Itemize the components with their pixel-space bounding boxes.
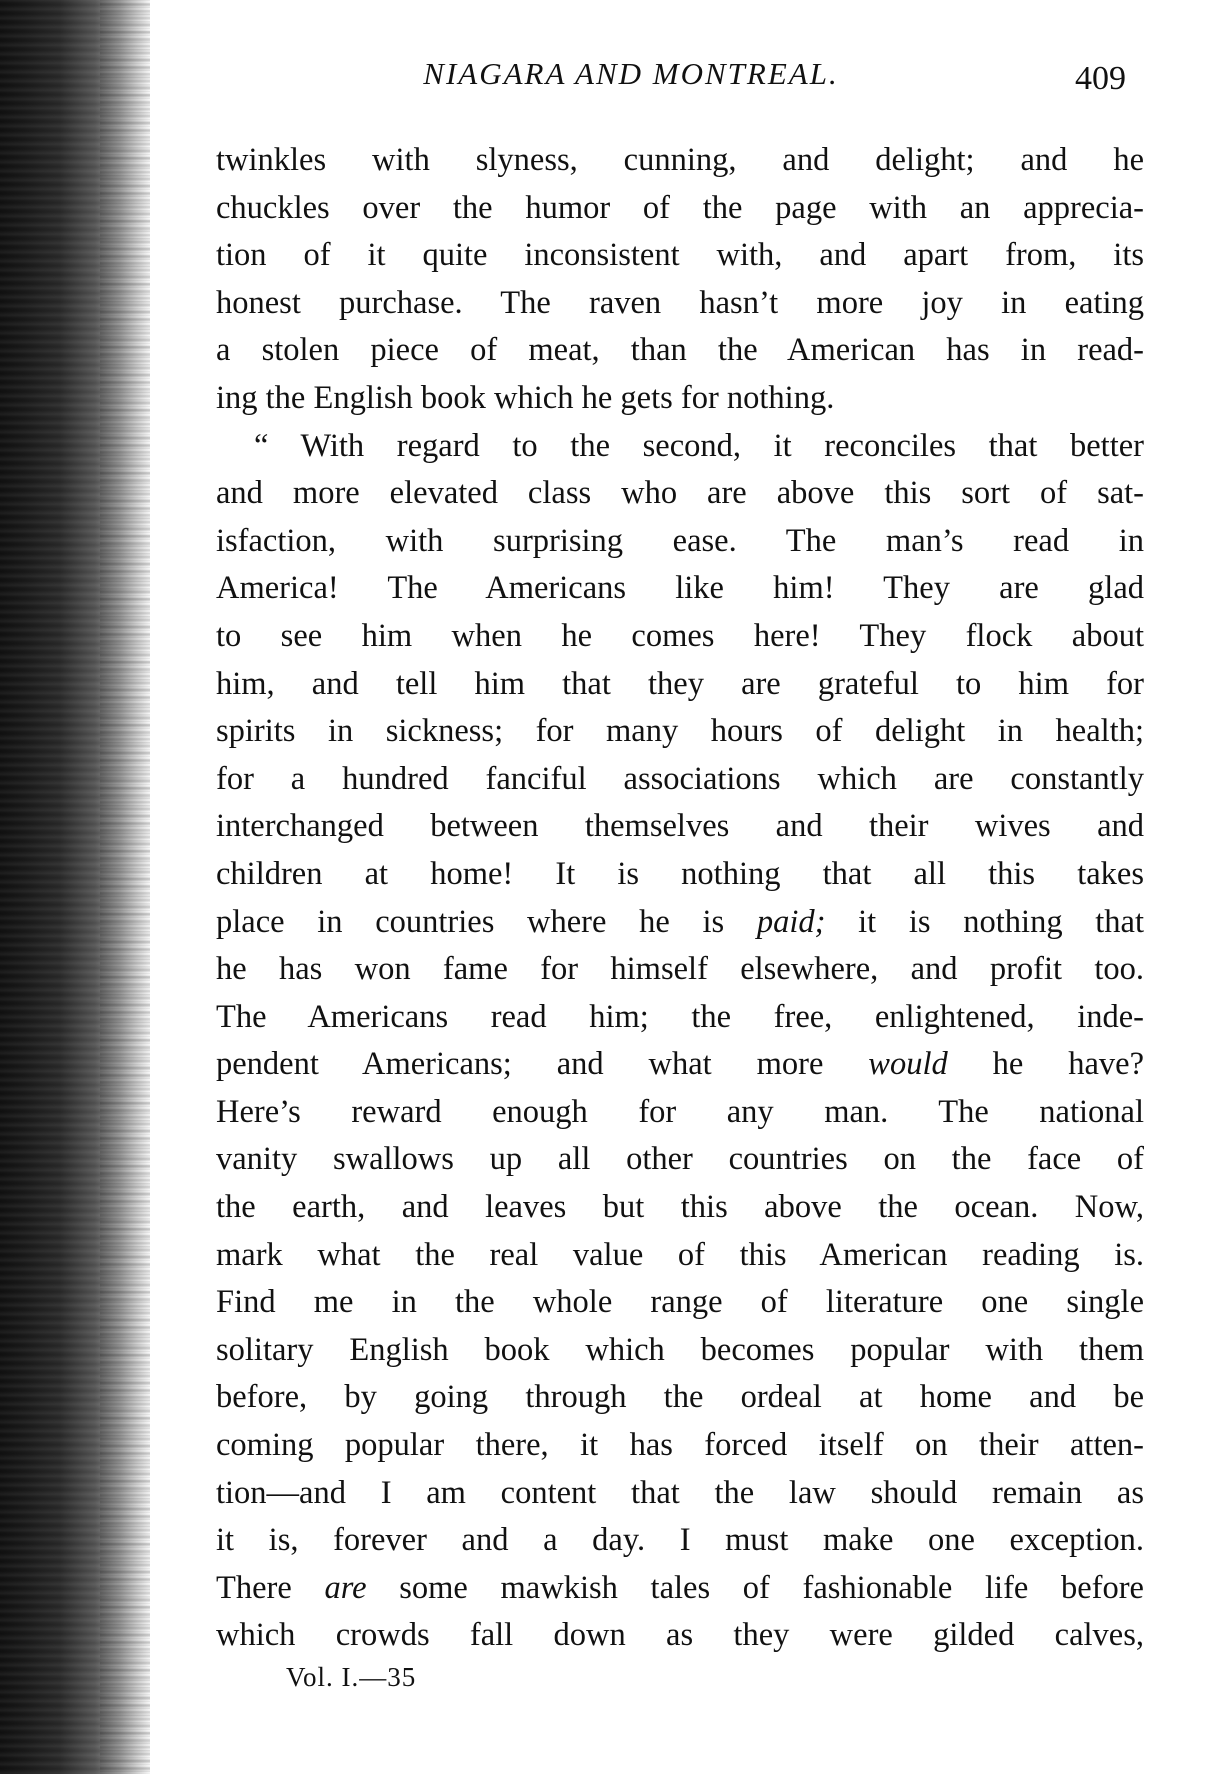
text-line: America! The Americans like him! They are glad	[216, 570, 1144, 607]
text-line: honest purchase. The raven hasn’t more joy in eating	[216, 284, 1144, 321]
text-line: spirits in sickness; for many hours of delight in health;	[216, 713, 1144, 750]
text-line: pendent Americans; and what more would he have?	[216, 1046, 1144, 1083]
text-line: which crowds fall down as they were gilded calves,	[216, 1617, 1144, 1654]
text-line: solitary English book which becomes popular with them	[216, 1331, 1144, 1368]
text-line: it is, forever and a day. I must make one exception.	[216, 1522, 1144, 1559]
text-line: he has won fame for himself elsewhere, and profit too.	[216, 951, 1144, 988]
text-line: tion—and I am content that the law should remain as	[216, 1474, 1144, 1511]
text-line: The Americans read him; the free, enlightened, inde-	[216, 998, 1144, 1035]
text-line: Find me in the whole range of literature one single	[216, 1284, 1144, 1321]
text-line: twinkles with slyness, cunning, and delight; and he	[216, 142, 1144, 178]
text-line: There are some mawkish tales of fashionable life before	[216, 1569, 1144, 1606]
page-number: 409	[1075, 60, 1126, 97]
text-line: a stolen piece of meat, than the American has in read-	[216, 332, 1144, 369]
text-line: isfaction, with surprising ease. The man’s read in	[216, 522, 1144, 559]
text-line: for a hundred fanciful associations which are constantly	[216, 760, 1144, 797]
text-line: to see him when he comes here! They flock about	[216, 617, 1144, 654]
text-line: and more elevated class who are above this sort of sat-	[216, 475, 1144, 512]
text-line: place in countries where he is paid; it is nothing that	[216, 903, 1145, 940]
text-line: vanity swallows up all other countries on the face of	[216, 1141, 1144, 1178]
body-text	[216, 137, 1144, 1660]
text-line: coming popular there, it has forced itself on their atten-	[216, 1427, 1144, 1464]
signature-mark: Vol. I.—35	[286, 1662, 417, 1692]
page-header	[216, 52, 1144, 102]
text-line: mark what the real value of this American reading is.	[216, 1236, 1144, 1273]
text-line: him, and tell him that they are grateful to him for	[216, 665, 1144, 702]
text-line: tion of it quite inconsistent with, and apart from, its	[216, 237, 1144, 274]
text-line: children at home! It is nothing that all this takes	[216, 855, 1144, 892]
text-line: chuckles over the humor of the page with an apprecia-	[216, 189, 1144, 226]
text-line: ing the English book which he gets for nothing.	[216, 379, 835, 416]
gutter-speckle	[100, 0, 150, 1774]
text-line: the earth, and leaves but this above the ocean. Now,	[216, 1189, 1144, 1226]
text-line: “ With regard to the second, it reconciles that better	[254, 427, 1144, 464]
text-line: Here’s reward enough for any man. The national	[216, 1093, 1144, 1130]
text-line: before, by going through the ordeal at home and be	[216, 1379, 1144, 1416]
text-line: interchanged between themselves and their wives and	[216, 808, 1144, 845]
running-title: NIAGARA AND MONTREAL.	[423, 56, 839, 91]
